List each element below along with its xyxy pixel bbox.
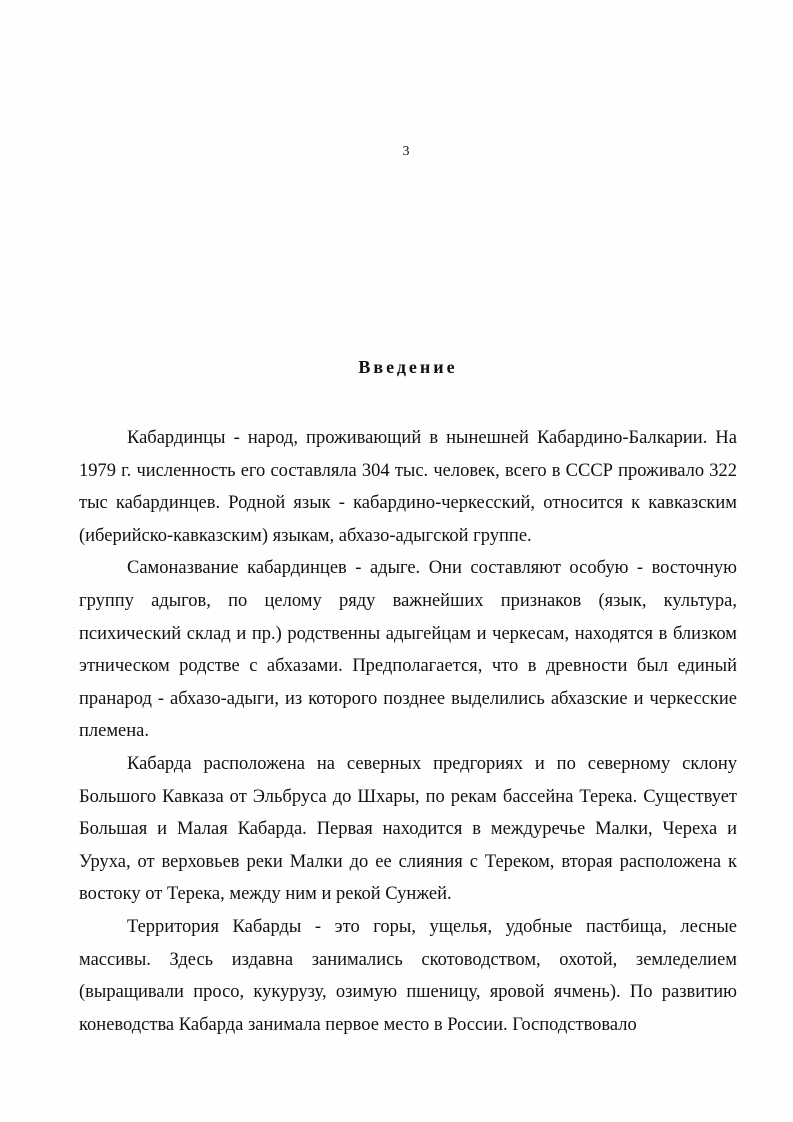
paragraph-3: Кабарда расположена на северных предгориях и по северному склону Большого Кавказа от Эльбруса до Шхары, по рекам бассейна Терека. Существует Большая и Малая Кабарда. Первая находится в междуречье Малки, Череха и Уруха, от верховьев реки Малки до ее слияния с Тереком, вторая расположена к востоку от Терека, между ним и рекой Сунжей. (79, 753, 737, 905)
paragraph-2: Самоназвание кабардинцев - адыге. Они составляют особую - восточную группу адыгов, по целому ряду важнейших признаков (язык, культура, психический склад и пр.) родственны адыгейцам и черкесам, находятся в близком этническом родстве с абхазами. Предполагается, что в древности был единый пранарод - абхазо-адыги, из которого позднее выделились абхазские и черкесские племена. (79, 558, 737, 742)
paragraph-4: Территория Кабарды - это горы, ущелья, удобные пастбища, лесные массивы. Здесь издавна занимались скотоводством, охотой, земледелием (выращивали просо, кукурузу, озимую пшеницу, яровой ячмень). По развитию коневодства Кабарда занимала первое место в России. Господствовало (79, 916, 737, 1035)
section-heading: Введение (358, 357, 458, 377)
page-number: 3 (402, 144, 410, 159)
body-text (79, 422, 737, 1041)
paragraph-1: Кабардинцы - народ, проживающий в нынешней Кабардино-Балкарии. На 1979 г. численность его составляла 304 тыс. человек, всего в СССР проживало 322 тыс кабардинцев. Родной язык - кабардино-черкесский, относится к кавказским (иберийско-кавказским) языкам, абхазо-адыгской группе. (79, 428, 737, 546)
